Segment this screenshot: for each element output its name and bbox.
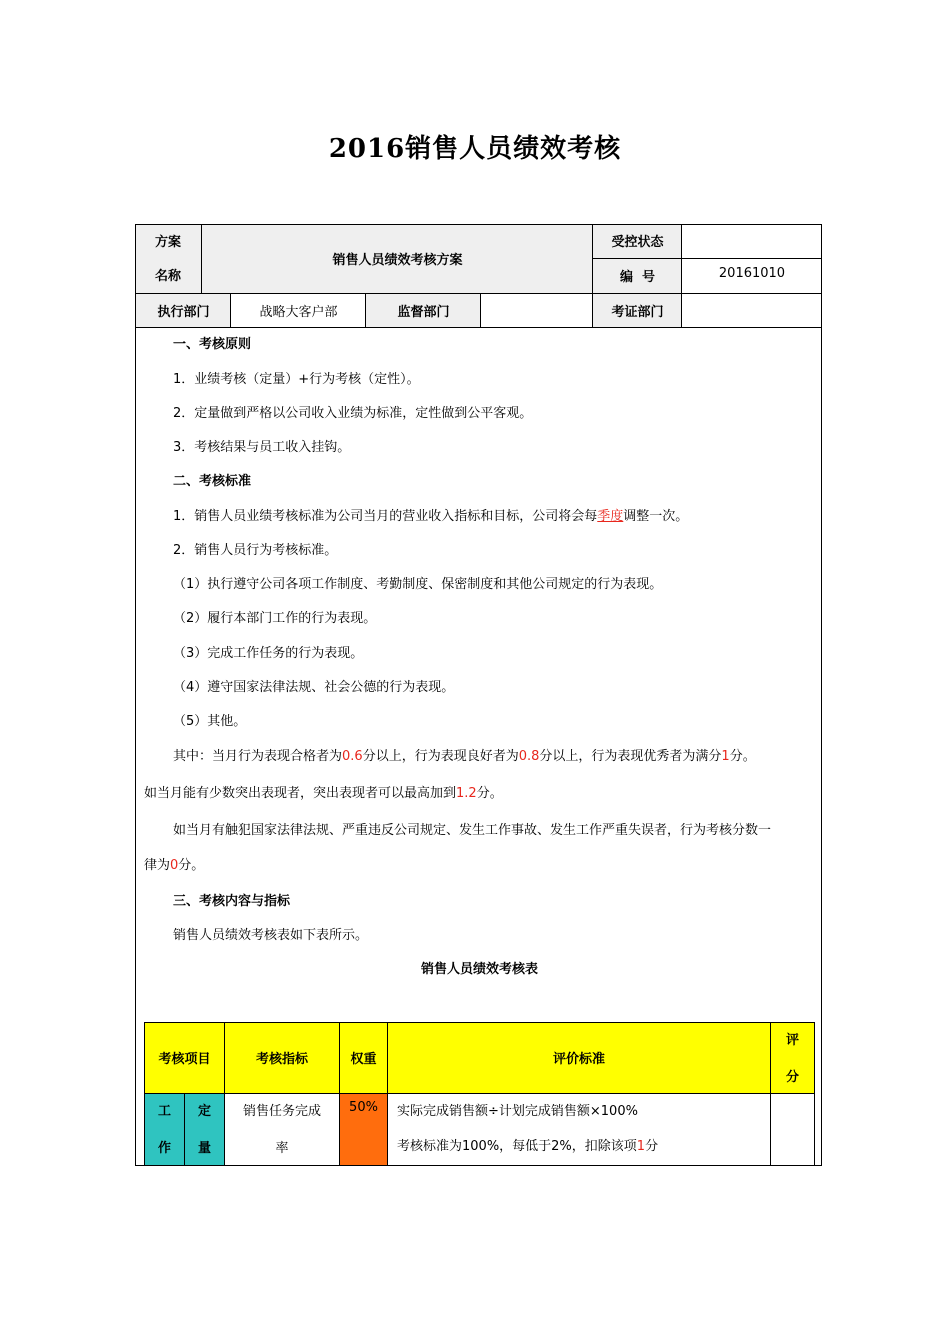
- header-criteria-cell: [387, 1022, 771, 1094]
- indicator-cell: [224, 1093, 340, 1166]
- text-segment: 分。: [729, 749, 756, 764]
- page-title: 2016销售人员绩效考核: [328, 134, 622, 164]
- standard-item-1-end: 调整一次。: [623, 509, 689, 524]
- exec-dept-label-cell: [136, 294, 231, 328]
- section-2-title: 二、考核标准: [173, 474, 252, 489]
- behavior-item-4: （4）遵守国家法律法规、社会公德的行为表现。: [173, 680, 455, 695]
- exec-dept-label: 执行部门: [157, 305, 210, 320]
- principle-item-3: 3．考核结果与员工收入挂钩。: [173, 440, 351, 455]
- number-value: 20161010: [718, 266, 786, 281]
- plan-name-label-1: 方案: [155, 235, 182, 250]
- cert-dept-label: 考证部门: [611, 305, 664, 320]
- behavior-item-2: （2）履行本部门工作的行为表现。: [173, 611, 377, 626]
- number-cell: [682, 259, 822, 294]
- exec-dept-cell: [231, 294, 366, 328]
- principle-item-1: 1．业绩考核（定量）+行为考核（定性）。: [173, 372, 420, 387]
- section-3-title: 三、考核内容与指标: [173, 894, 291, 909]
- text-segment: 考核标准为100%，每低于2%，扣除该项: [397, 1139, 637, 1154]
- control-status-label-cell: [593, 225, 682, 259]
- violation-paragraph-line-1: 如当月有触犯国家法律法规、严重违反公司规定、发生工作事故、发生工作严重失误者，行为考核分数一: [173, 823, 772, 838]
- score-max: 1.2: [456, 786, 477, 801]
- header-score-cell: [770, 1022, 815, 1094]
- weight-value: 50%: [349, 1100, 378, 1115]
- cert-dept-label-cell: [593, 294, 682, 328]
- supervise-dept-label: 监督部门: [397, 305, 450, 320]
- category-quant-cell: [184, 1093, 225, 1166]
- standard-item-1: [173, 505, 858, 524]
- number-label: 编 号: [619, 270, 656, 285]
- category-work-cell: [144, 1093, 185, 1166]
- control-status-cell: [682, 225, 822, 259]
- criteria-cell: [387, 1093, 771, 1166]
- plan-name-label-cell: [136, 225, 202, 294]
- supervise-dept-label-cell: [366, 294, 481, 328]
- header-score-2: 分: [785, 1070, 799, 1085]
- behavior-item-5: （5）其他。: [173, 714, 247, 729]
- behavior-item-3: （3）完成工作任务的行为表现。: [173, 646, 364, 661]
- deduct-value: 1: [636, 1139, 646, 1154]
- category-quant-2: 量: [197, 1141, 211, 1156]
- standard-item-1-text: 1．销售人员业绩考核标准为公司当月的营业收入指标和目标，公司将会每: [173, 509, 598, 524]
- criteria-line-2: [397, 1135, 658, 1154]
- criteria-line-1: 实际完成销售额÷计划完成销售额×100%: [397, 1104, 638, 1119]
- indicator-line-1: 销售任务完成: [242, 1104, 321, 1119]
- plan-name-value: 销售人员绩效考核方案: [332, 253, 463, 268]
- control-status-label: 受控状态: [611, 235, 664, 250]
- header-weight-cell: [339, 1022, 388, 1094]
- text-segment: 分。: [178, 858, 205, 873]
- text-segment: 分以上，行为表现良好者为: [362, 749, 519, 764]
- score-cell: [770, 1093, 815, 1166]
- score-excellent: 1: [721, 749, 730, 764]
- supervise-dept-cell: [481, 294, 593, 328]
- number-label-cell: [593, 259, 682, 294]
- text-segment: 律为: [144, 858, 171, 873]
- text-segment: 分以上，行为表现优秀者为满分: [539, 749, 722, 764]
- table-caption: 销售人员绩效考核表: [420, 962, 538, 977]
- standard-item-2: 2．销售人员行为考核标准。: [173, 543, 338, 558]
- text-segment: 其中：当月行为表现合格者为: [173, 749, 343, 764]
- category-work-2: 作: [157, 1141, 171, 1156]
- quarter-highlight: 季度: [597, 509, 624, 524]
- cert-dept-cell: [682, 294, 822, 328]
- section-3-description: 销售人员绩效考核表如下表所示。: [173, 928, 369, 943]
- header-criteria: 评价标准: [552, 1052, 605, 1067]
- behavior-score-paragraph-line-1: [173, 745, 858, 764]
- text-segment: 如当月能有少数突出表现者，突出表现者可以最高加到: [144, 786, 457, 801]
- document-frame: [135, 224, 822, 1166]
- category-quant-1: 定: [197, 1104, 211, 1119]
- principle-item-2: 2．定量做到严格以公司收入业绩为标准，定性做到公平客观。: [173, 406, 533, 421]
- category-work-1: 工: [157, 1104, 171, 1119]
- header-weight: 权重: [350, 1052, 377, 1067]
- behavior-score-paragraph-line-2: [144, 782, 829, 801]
- header-item-cell: [144, 1022, 225, 1094]
- exec-dept-value: 战略大客户部: [259, 305, 338, 320]
- header-indicator-cell: [224, 1022, 340, 1094]
- violation-paragraph-line-2: [144, 854, 829, 873]
- assessment-table: [144, 1022, 815, 1166]
- score-qualified: 0.6: [342, 749, 363, 764]
- behavior-item-1: （1）执行遵守公司各项工作制度、考勤制度、保密制度和其他公司规定的行为表现。: [173, 577, 663, 592]
- section-1-title: 一、考核原则: [173, 337, 252, 352]
- indicator-line-2: 率: [275, 1141, 289, 1156]
- plan-name-cell: [202, 225, 593, 294]
- header-indicator: 考核指标: [255, 1052, 308, 1067]
- text-segment: 分。: [476, 786, 503, 801]
- text-segment: 分: [645, 1139, 659, 1154]
- weight-cell: [339, 1093, 388, 1166]
- plan-name-label-2: 名称: [155, 269, 182, 284]
- score-zero: 0: [170, 858, 179, 873]
- header-score-1: 评: [785, 1033, 799, 1048]
- score-good: 0.8: [518, 749, 540, 764]
- header-item: 考核项目: [158, 1052, 211, 1067]
